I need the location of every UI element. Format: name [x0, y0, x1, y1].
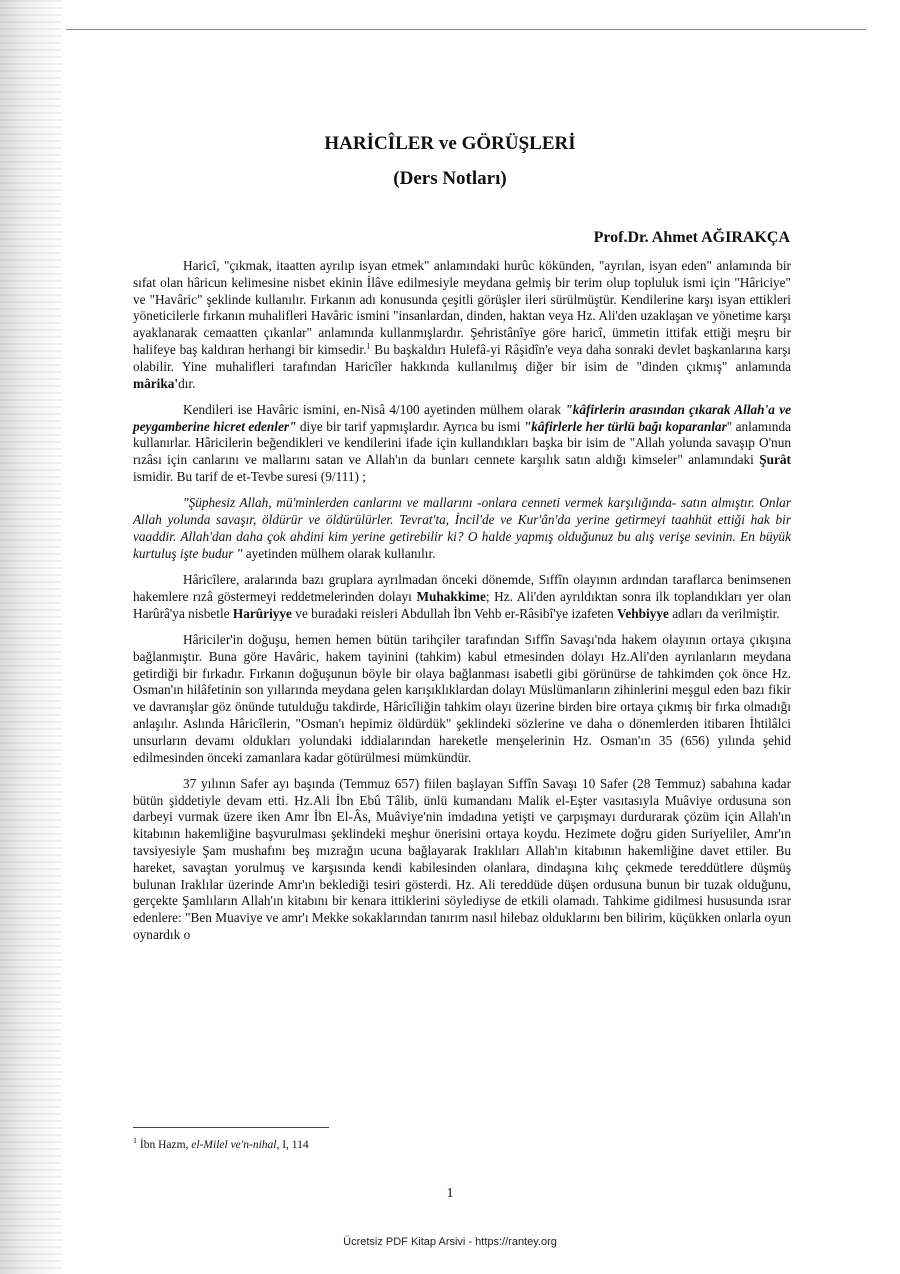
text-run: el-Milel ve'n-nihal — [191, 1139, 277, 1151]
footnote-mark: 1 — [133, 1136, 137, 1146]
text-run: Haricî, "çıkmak, itaatten ayrılıp isyan etmek" anlamındaki hurûc kökünden, "ayrılan, isyan eden" anlamında bir sıfat olan hâricun kelimesine nisbet ekinin İlâve edilmesiyle meydana gelmiş bir terim olup topluluk ismi için "Hâriciye" ve "Havâric" şeklinde kullanılır. Fırkanın adı konusunda çeşitli görüşler ileri sürülmüştür. Kendilerine karşı isyan ettikleri yöneticilerle fırkanın muhalifleri Havâric ismini "insanlardan, dinden, haktan veya Hz. Ali'den uzaklaşan ve yönetime karşı ayaklanarak cemaatten çıkanlar" anlamında kullanmışlardır. Şehristânîye göre haricî, ümmetin ittifak ettiği meşru bir halifeye baş kaldıran herhangi bir kimsedir. — [133, 258, 791, 357]
paragraph — [133, 572, 791, 622]
header-rule — [66, 29, 866, 30]
quote-paragraph — [133, 495, 791, 562]
text-run: "kâfirlerin arasından çıkarak Allah'a ve peygamberine hicret edenler" — [133, 401, 791, 434]
scan-edge-shadow — [0, 0, 62, 1274]
page-number: 1 — [446, 1186, 454, 1201]
page-subtitle: (Ders Notları) — [393, 168, 507, 189]
text-run: ; Hz. Ali'den ayrıldıktan sonra ilk toplandıkları yer olan Harûrâ'ya nisbetle — [133, 588, 791, 621]
text-run: Bu başkaldırı Hulefâ-yi Râşidîn'e veya daha sonraki devlet başkanlarına karşı olabilir. Yine muhalifleri tarafından Haricîler hakkında kullanılmış diğer bir isim de "dinden çıkmış" anlamında — [133, 341, 791, 374]
body-text — [133, 258, 791, 953]
text-run: mârika' — [133, 375, 179, 391]
footnote-text — [137, 1139, 309, 1151]
text-run: "kâfirlerle her türlü bağı koparanlar — [523, 418, 727, 434]
footnote-rule — [133, 1127, 329, 1128]
paragraph — [133, 402, 791, 486]
text-run: Hâricîlere, aralarında bazı gruplara ayrılmadan önceki dönemde, Sıffîn olayının ardından taraflarca benimsenen hakemlere rızâ göstermeyi reddetmelerinden dolayı — [133, 572, 791, 604]
text-run: Vehbiyye — [616, 605, 669, 621]
paragraph — [133, 632, 791, 766]
text-run: "Şüphesiz Allah, mü'minlerden canlarını ve mallarını -onlara cenneti vermek karşılığında- satın almıştır. Onlar Allah yolunda savaşır, öldürür ve öldürülürler. Tevrat'ta, İncil'de ve Kur'ân'da yerine getirmeyi taahhüt ettiği hak bir vaaddir. Allah'dan daha çok ahdini kim yerine getirebilir ki? O halde yapmış olduğunuz bu alış verişe sevinin. En büyük kurtuluş işte budur " — [133, 495, 791, 561]
text-run: diye bir tarif yapmışlardır. Ayrıca bu ismi — [296, 418, 524, 434]
author-name: Prof.Dr. Ahmet AĞIRAKÇA — [593, 229, 790, 246]
footnote-reference: 1 — [366, 341, 371, 351]
text-run: İbn Hazm, — [137, 1139, 192, 1151]
text-run: " anlamında kullanırlar. Hâricilerin beğendikleri ve kendilerini ifade için kullandıkları başka bir isim de "Allah yolunda savaşıp O'nun rızâsı için canlarını ve mallarını satan ve Allah'ın da bunları cennete karşılık satın aldığı kimseler" anlamındaki — [133, 418, 792, 468]
site-watermark: Ücretsiz PDF Kitap Arsivi - https://rantey.org — [343, 1236, 557, 1248]
text-run: Kendileri ise Havâric ismini, en-Nisâ 4/100 ayetinden mülhem olarak — [183, 401, 566, 417]
text-run: Muhakkime — [416, 588, 486, 604]
footnote — [133, 1136, 309, 1151]
text-run: Harûriyye — [232, 605, 292, 621]
text-run: adları da verilmiştir. — [668, 605, 780, 621]
page-title: HARİCÎLER ve GÖRÜŞLERİ — [324, 133, 576, 154]
text-run: Şurât — [759, 452, 791, 468]
text-run: ayetinden mülhem olarak kullanılır. — [242, 545, 436, 561]
paragraph — [133, 776, 791, 944]
paragraph — [133, 258, 791, 392]
text-run: Hâriciler'in doğuşu, hemen hemen bütün tarihçiler tarafından Sıffîn Savaşı'nda hakem olayının ortaya çıkışına bağlanmıştır. Buna göre Havâric, hakem tayinini (tahkim) kabul etmesinden dolayı Hz.Ali'den ayrılanların meydana getirdiği bir fırkadır. Fırkanın doğuşunun böyle bir olaya bağlanması isabetli gibi görünürse de tahkimden çok önce Hz. Osman'ın hilâfetinin son yıllarında meydana gelen karışıklıklardan dolayı Müslümanların zihinlerini meşgul eden bazı fikir ve davranışlar göz önünde tutulduğu takdirde, Hâricîliğin tahkim olayı üzerine birden bire ortaya çıkmış bir fırka olmadığı anlaşılır. Aslında Hâricîlerin, "Osman'ı hepimiz öldürdük" şeklindeki sözlerine ve daha o dönemlerden itibaren İhtilâlci unsurların devamı oldukları yolundaki iddialarından hareketle menşelerinin Hz. Osman'ın 35 (656) yılında şehid edilmesinden önceki zamanlara kadar götürülmesi mümkündür. — [133, 631, 791, 765]
text-run: 37 yılının Safer ayı başında (Temmuz 657) fiilen başlayan Sıffîn Savaşı 10 Safer (28 Temmuz) sabahına kadar bütün şiddetiyle devam etti. Hz.Ali İbn Ebû Tâlib, ünlü kumandanı Malik el-Eşter vasıtasıyla Muâviye ordusuna son darbeyi vurmak üzere iken Amr İbn El-Âs, Muâviye'nin imdadına yetişti ve çarpışmayı durdurarak çözüm için Allah'ın kitabının hakemliğine başvurulması şeklindeki meşhur önerisini ortaya koydu. Hezimete doğru giden Suriyeliler, Amr'ın tavsiyesiyle Şam mushafını beş mızrağın ucuna bağlayarak Iraklıları Allah'ın kitabının hakemliğine davet ettiler. Bu hareket, savaştan yorulmuş ve karşısında kendi kabilesinden olanlara, dindaşına kılıç çekmede tereddütlere düşmüş bulunan Iraklılar üzerinde Amr'ın beklediği tesiri gösterdi. Hz. Ali tereddüde düşen ordusuna bunun bir tuzak olduğunu, gerçekte Şamlıların Allah'ın kitabını bir kenara ittiklerini söylediyse de etkili olamadı. Tahkime gidilmesi hususunda ısrar edenlere: "Ben Muaviye ve amr'ı Mekke sokaklarından tanırım nasıl hilebaz olduklarını ben bilirim, küçükken onlarla oyun oynardık o — [133, 775, 791, 942]
text-run: dır. — [178, 375, 196, 391]
text-run: ismidir. Bu tarif de et-Tevbe suresi (9/111) ; — [133, 469, 366, 485]
text-run: ve buradaki reisleri Abdullah İbn Vehb er-Râsibî'ye izafeten — [291, 605, 617, 621]
text-run: , I, 114 — [276, 1139, 309, 1151]
